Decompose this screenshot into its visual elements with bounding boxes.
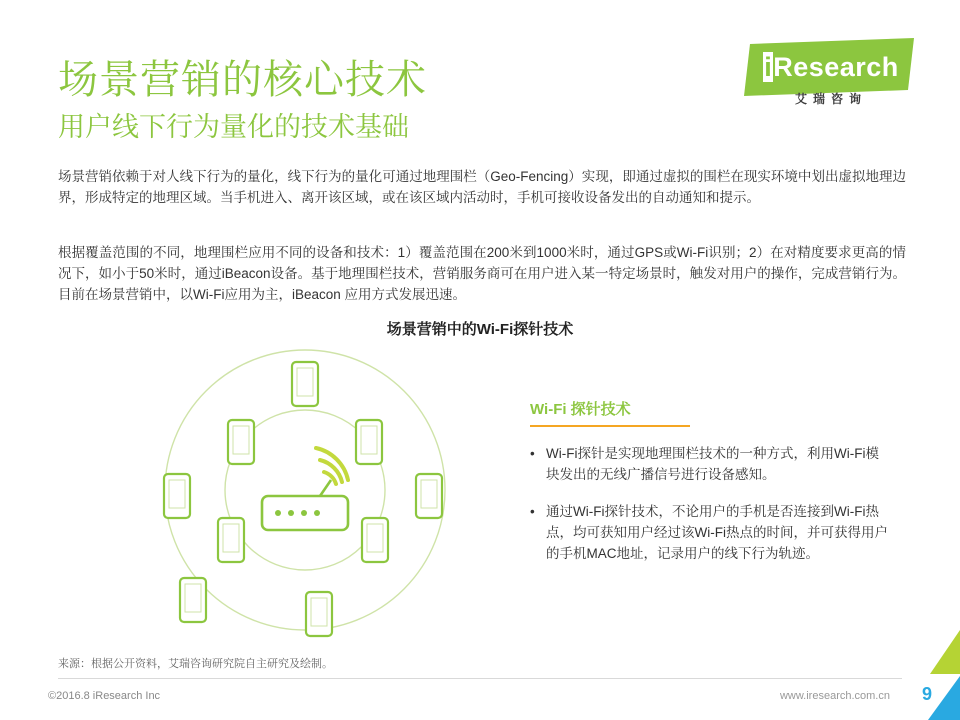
- phone-icon: [416, 474, 442, 518]
- bullet-text: Wi-Fi探针是实现地理围栏技术的一种方式，利用Wi-Fi模块发出的无线广播信号进行设备感知。: [546, 446, 879, 482]
- body-paragraph-1: 场景营销依赖于对人线下行为的量化，线下行为的量化可通过地理围栏（Geo-Fencing）实现，即通过虚拟的围栏在现实环境中划出虚拟地理边界，形成特定的地理区域。当手机进入、离开该区域，或在该区域内活动时，手机可接收设备发出的自动通知和提示。: [58, 169, 906, 205]
- source-note: 来源：根据公开资料，艾瑞咨询研究院自主研究及绘制。: [58, 658, 333, 670]
- footer-divider: [58, 678, 902, 679]
- logo-wordmark: [756, 52, 906, 83]
- logo-i-letter: i: [764, 52, 773, 82]
- logo-research-text: Research: [773, 52, 899, 82]
- panel-heading: Wi-Fi 探针技术: [530, 401, 631, 418]
- list-item: [530, 501, 890, 564]
- bullet-text: 通过Wi-Fi探针技术，不论用户的手机是否连接到Wi-Fi热点，均可获知用户经过该Wi-Fi热点的时间，并可获得用户的手机MAC地址，记录用户的线下行为轨迹。: [546, 504, 888, 561]
- wifi-router-icon: [262, 448, 348, 530]
- phone-icon: [228, 420, 254, 464]
- bullet-marker: •: [530, 446, 535, 461]
- corner-decoration-icon: [908, 630, 960, 720]
- phone-icon: [292, 362, 318, 406]
- phone-icon: [362, 518, 388, 562]
- logo: [744, 38, 914, 110]
- body-paragraph-2: 根据覆盖范围的不同，地理围栏应用不同的设备和技术：1）覆盖范围在200米到1000米时，通过GPS或Wi-Fi识别；2）在对精度要求更高的情况下，如小于50米时，通过iBeacon设备。基于地理围栏技术，营销服务商可在用户进入某一特定场景时，触发对用户的操作，完成营销行为。目前在场景营销中，以Wi-Fi应用为主，iBeacon 应用方式发展迅速。: [58, 245, 906, 302]
- copyright-text: ©2016.8 iResearch Inc: [48, 690, 161, 702]
- wifi-probe-diagram: [110, 340, 500, 640]
- phone-icon: [306, 592, 332, 636]
- logo-subtitle: 艾瑞咨询: [794, 92, 867, 106]
- page-number: 9: [921, 684, 932, 704]
- page-subtitle: 用户线下行为量化的技术基础: [58, 112, 409, 142]
- list-item: [530, 443, 890, 485]
- diagram-svg: [110, 340, 500, 640]
- page-title: 场景营销的核心技术: [58, 58, 427, 102]
- website-url: www.iresearch.com.cn: [779, 690, 890, 702]
- bullet-marker: •: [530, 504, 535, 519]
- phone-icon: [180, 578, 206, 622]
- chart-title: 场景营销中的Wi-Fi探针技术: [386, 321, 574, 338]
- panel-underline: [530, 425, 690, 427]
- phone-icon: [164, 474, 190, 518]
- wifi-probe-panel: [530, 398, 890, 580]
- phone-icon: [218, 518, 244, 562]
- phone-icon: [356, 420, 382, 464]
